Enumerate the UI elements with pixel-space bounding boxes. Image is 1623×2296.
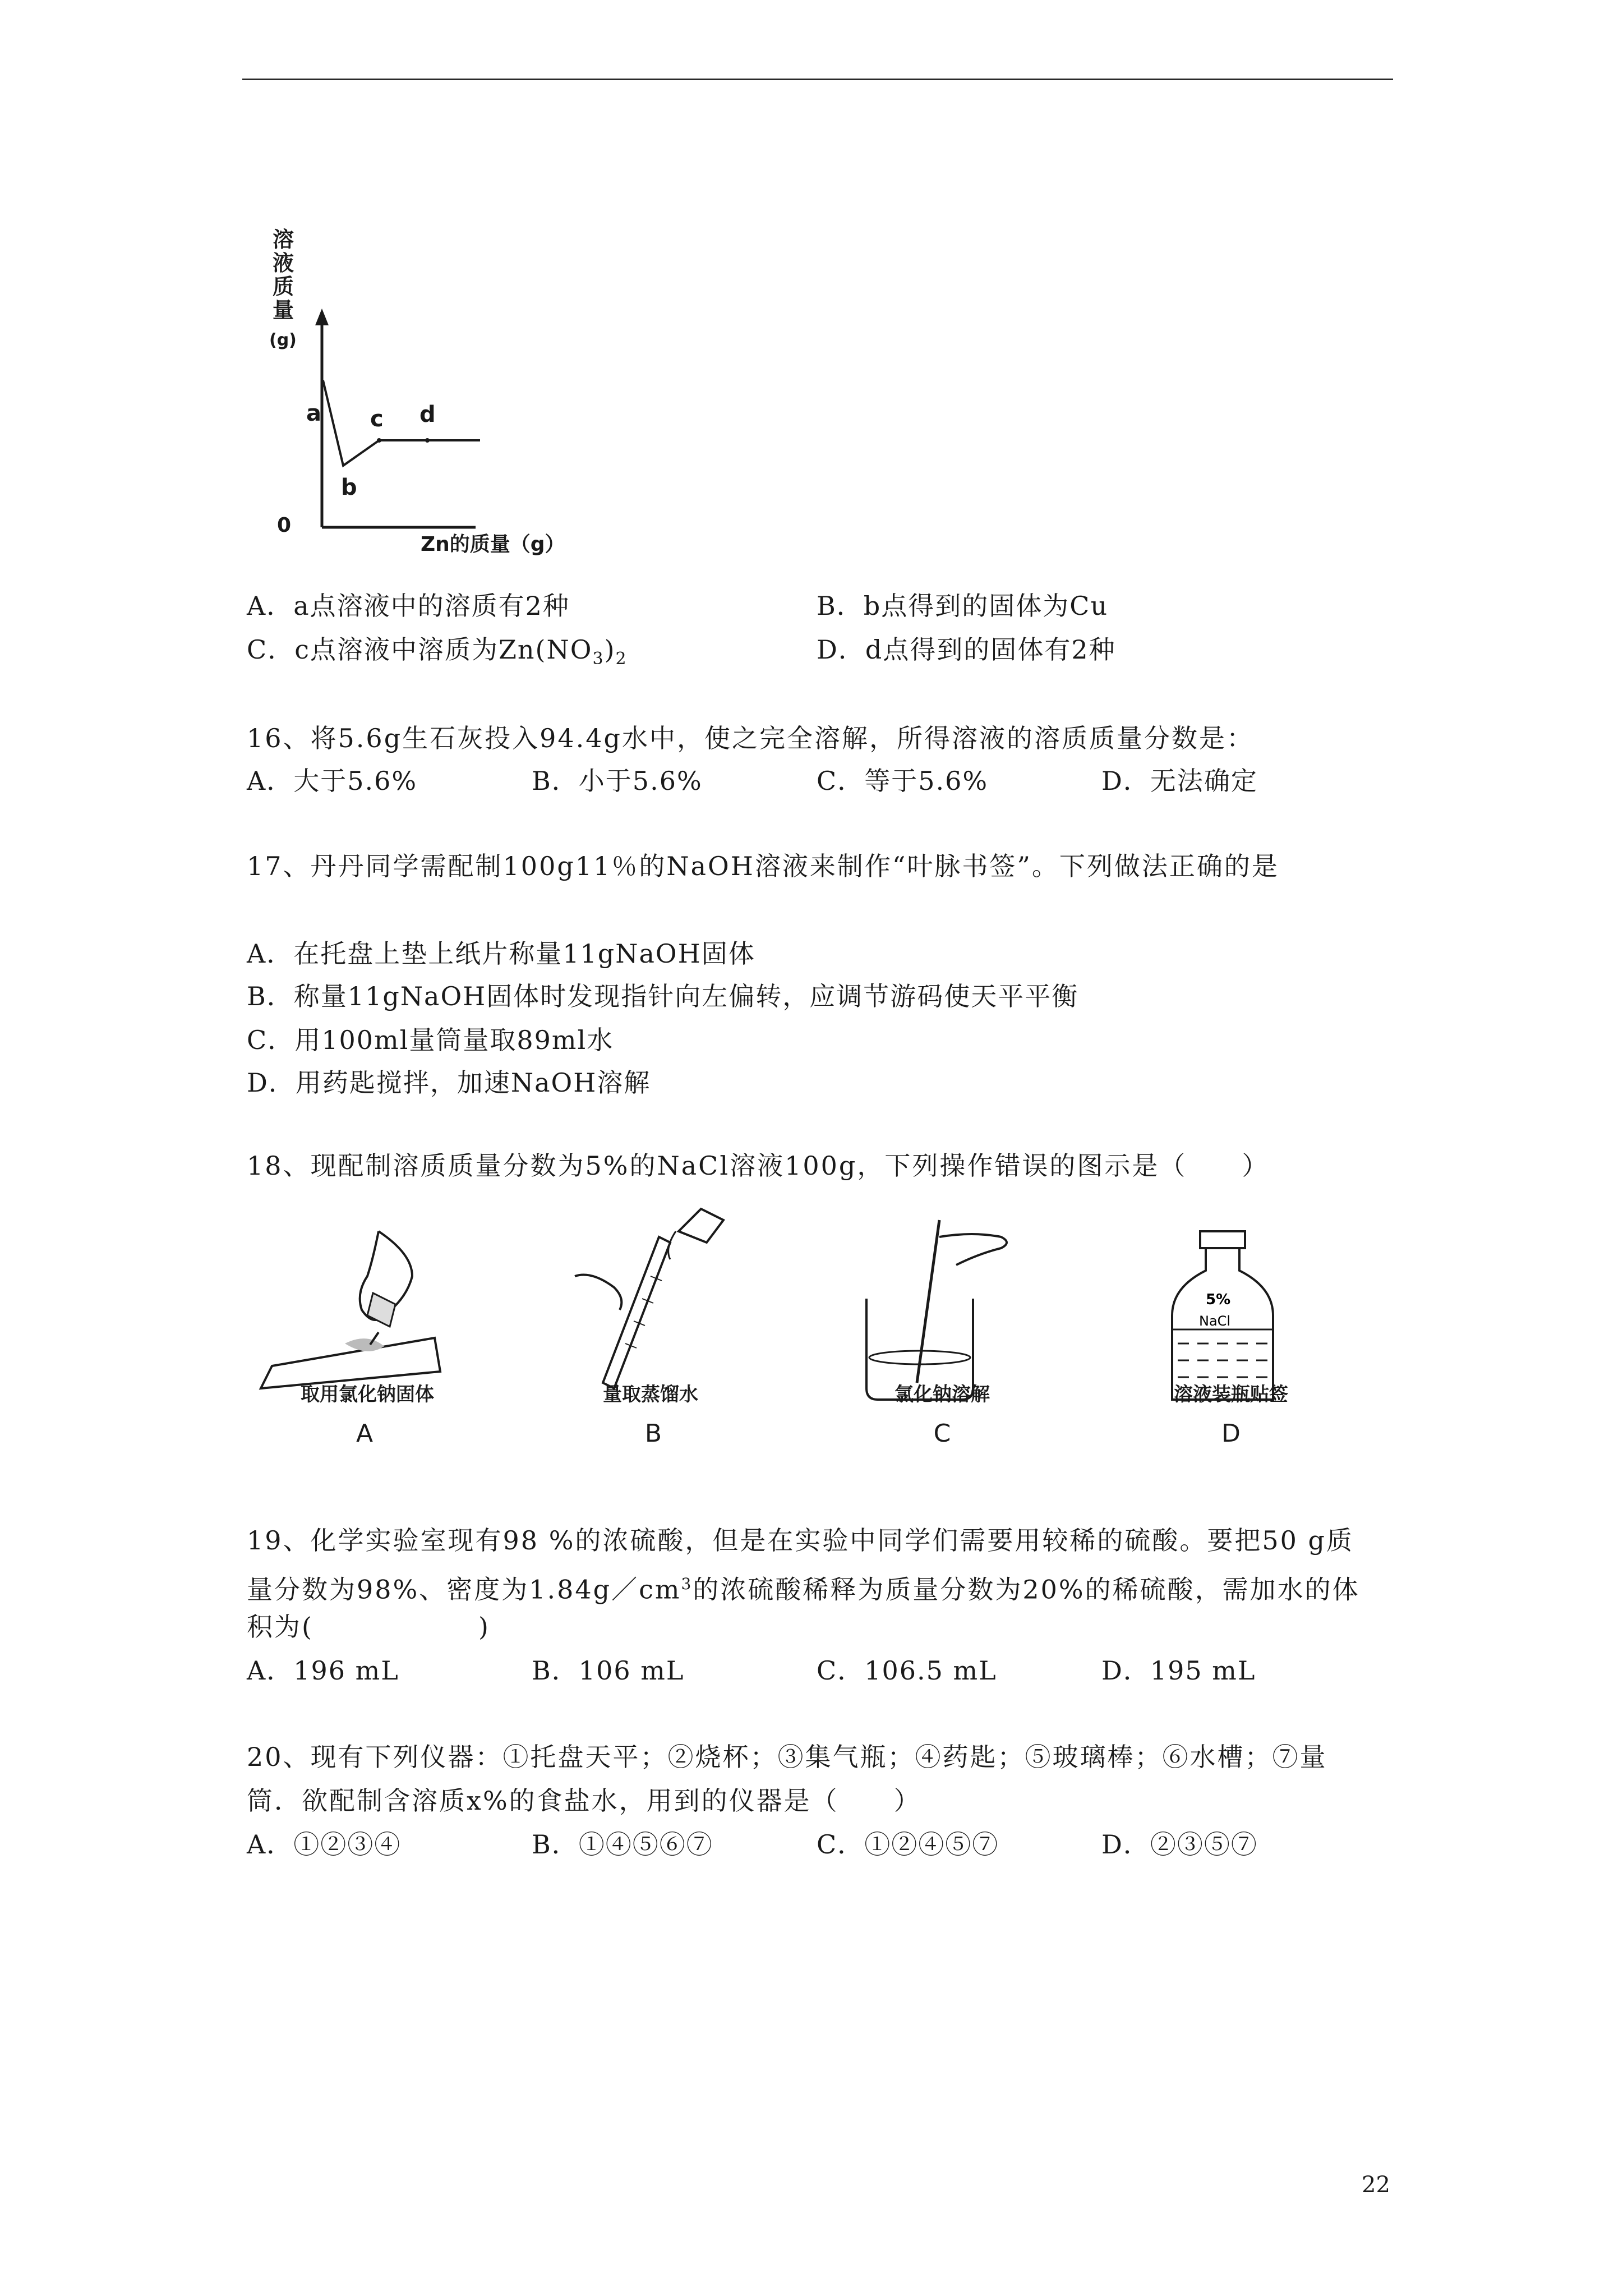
q20-line-1: 20、现有下列仪器：①托盘天平；②烧杯；③集气瓶；④药匙；⑤玻璃棒；⑥水槽；⑦量 (247, 1742, 1327, 1772)
q15-option-c-text: C．c点溶液中溶质为Zn(NO (247, 634, 593, 665)
q19-line-2b: 的浓硫酸稀释为质量分数为20%的稀硫酸，需加水的体 (693, 1574, 1360, 1605)
figure-b-caption: 量取蒸馏水 (603, 1383, 698, 1406)
figure-a-letter: A (356, 1419, 374, 1448)
figure-a-caption: 取用氯化钠固体 (301, 1383, 434, 1406)
graph-xlabel: Zn的质量（g） (421, 533, 565, 556)
bottle-label-percent: 5% (1206, 1291, 1231, 1308)
q16-option-b: B．小于5.6% (532, 766, 703, 796)
graph-ylabel-char: 质 (273, 274, 294, 299)
q19-line-2a: 量分数为98%、密度为1.84g／cm (247, 1574, 681, 1605)
q15-option-b: B．b点得到的固体为Cu (817, 591, 1109, 621)
q20-option-d: D．②③⑤⑦ (1101, 1829, 1258, 1860)
q15-close-paren: ) (604, 634, 616, 665)
graph-point-label-d: d (419, 402, 436, 427)
q15-sub-2: 2 (615, 649, 628, 669)
q19-line-2 (247, 1567, 1360, 1606)
header-rule (242, 79, 1393, 80)
q15-option-d: D．d点得到的固体有2种 (817, 634, 1116, 665)
figure-c-letter: C (933, 1419, 951, 1448)
q17-option-d: D．用药匙搅拌，加速NaOH溶解 (247, 1068, 651, 1098)
bottle-label-nacl: NaCl (1199, 1313, 1231, 1329)
q19-sup-3: 3 (681, 1575, 693, 1593)
figure-d-letter: D (1221, 1419, 1241, 1448)
q19-option-c: C．106.5 mL (817, 1655, 997, 1686)
q19-line-1: 19、化学实验室现有98 %的浓硫酸，但是在实验中同学们需要用较稀的硫酸。要把50 g质 (247, 1525, 1354, 1556)
graph-point-c (377, 438, 381, 443)
q20-option-c: C．①②④⑤⑦ (817, 1829, 999, 1860)
q16-stem: 16、将5.6g生石灰投入94.4g水中，使之完全溶解，所得溶液的溶质质量分数是： (247, 723, 1255, 753)
q17-stem: 17、丹丹同学需配制100g11％的NaOH溶液来制作“叶脉书签”。下列做法正确的是 (247, 851, 1279, 881)
graph-ylabel-char: 溶 (273, 227, 294, 252)
q15-sub-3: 3 (592, 649, 605, 669)
figure-b-letter: B (644, 1419, 662, 1448)
q15-option-a: A．a点溶液中的溶质有2种 (247, 591, 570, 621)
page-number: 22 (1362, 2172, 1390, 2198)
q15-option-c (247, 633, 628, 676)
q18-stem: 18、现配制溶质质量分数为5%的NaCl溶液100g，下列操作错误的图示是（ ） (247, 1151, 1270, 1181)
q16-option-a: A．大于5.6% (247, 766, 418, 796)
graph-y-arrow (315, 309, 329, 325)
figure-d-caption: 溶液装瓶贴签 (1174, 1383, 1288, 1406)
q20-option-a: A．①②③④ (247, 1829, 402, 1860)
q17-option-b: B．称量11gNaOH固体时发现指针向左偏转，应调节游码使天平平衡 (247, 981, 1079, 1011)
q20-line-2: 筒．欲配制含溶质x%的食盐水，用到的仪器是（ ） (247, 1786, 921, 1816)
q17-option-c: C．用100ml量筒量取89ml水 (247, 1025, 614, 1055)
graph-point-label-b: b (341, 475, 357, 500)
graph-ylabel-char: 量 (273, 298, 294, 323)
graph-point-d (425, 438, 430, 443)
figure-c-caption: 氯化钠溶解 (895, 1383, 990, 1406)
graph-origin-label: 0 (277, 514, 292, 537)
solution-mass-graph (264, 224, 600, 561)
q19-option-b: B．106 mL (532, 1655, 685, 1686)
graph-point-label-c: c (370, 406, 384, 432)
q20-option-b: B．①④⑤⑥⑦ (532, 1829, 713, 1860)
q19-option-a: A．196 mL (247, 1655, 399, 1686)
graph-curve (323, 380, 480, 466)
q19-option-d: D．195 mL (1101, 1655, 1256, 1686)
graph-ylabel-char: 液 (273, 251, 294, 275)
graph-ylabel-char: (g) (269, 330, 297, 350)
q19-line-3: 积为( ) (247, 1612, 490, 1642)
q17-option-a: A．在托盘上垫上纸片称量11gNaOH固体 (247, 938, 755, 969)
q16-option-d: D．无法确定 (1101, 766, 1258, 796)
graph-point-label-a: a (306, 401, 321, 426)
q16-option-c: C．等于5.6% (817, 766, 989, 796)
